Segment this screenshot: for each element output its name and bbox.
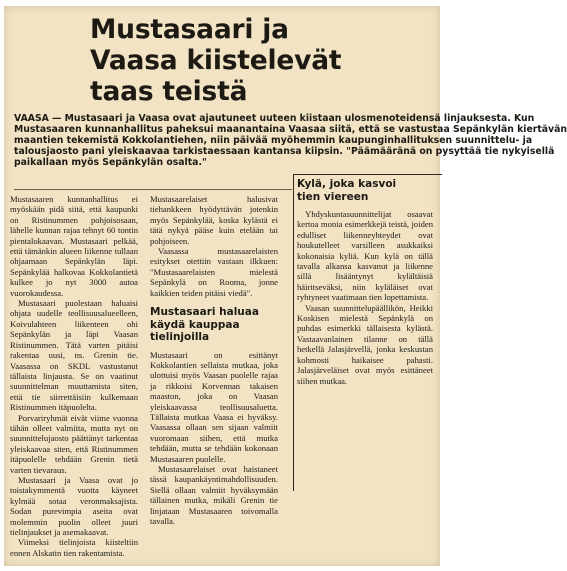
body-paragraph: Yhdyskuntasuunnittelijat osaavat kertoa monia esimerkkejä teistä, joiden edulliset liikenneyhteydet ovat houkutelleet varsilleen asukkaiksi kokonaisia kyliä. Kun kylä on tällä tavalla alkansa kasvanut ja liikenne sillä lisääntynyt kylältäisiä häiritseväksi, niin kyläläiset ovat ryhtyneet vaatimaan tien lopettamista. <box>297 209 433 303</box>
body-paragraph: Mustasaari puolestaan haluaisi ohjata uudelle teollisuusalueelleen, Koivulahteen liikenteen ohi Sepänkylän ja läpi Vaasan Ristinummen. Tätä varten pitäisi rakentaa uusi, ns. Grenin tie. Vaasassa on SKDL vastustanut tällaista linjausta. Se on vaatinut suunnittelman muuttamista siten, että tie siirrettäisiin kulkemaan Ristinummen itäpuolelta. <box>10 298 138 413</box>
body-paragraph: Mustasaari on esittänyt Kokkolantien sellaista mutkaa, joka ulottuisi myös Vaasan puolelle rajaa ja rikkoisi Korvennan takaisen maaston, joka on Vaasan yleiskaavassa teollisuusaluetta. Tällaista mutkaa Vaasa ei hyväksy. Vaasassa ollaan sen sijaan valmiit vuoromaan siihen, että mutka tehdään, mutta se tehdään kokonaan Mustasaaren puolelle. <box>150 349 278 464</box>
lead-line: paikallaan myös Sepänkylän osalta." <box>14 156 207 168</box>
headline-line: Mustasaari ja <box>90 14 289 45</box>
headline <box>90 14 430 107</box>
newspaper-clipping <box>4 6 567 566</box>
body-paragraph: Porvariryhmät eivät viime vuonna tähän olleet valmiita, mutta nyt on suunnittelujaosto päättänyt tarkentaa yleiskaavaa siten, että Ristinummen itäpuolelle tehdään Grenin tietä varten tievaraus. <box>10 412 138 475</box>
body-paragraph: Mustasaarelaiset ovat haistaneet tässä kaupankäyntimahdollisuuden. Siellä ollaan valmiit hyväksymään tällainen mutka, mikäli Grenin tie linjataan Mustasaaren toivomalla tavalla. <box>150 464 278 527</box>
lead-paragraph <box>14 113 567 169</box>
body-paragraph: Viimeksi tielinjoista kiisteltiin ennen Alskatin tien rakentamista. <box>10 537 138 558</box>
column-2 <box>150 194 278 526</box>
headline-line: Vaasa kiistelevät <box>90 45 342 76</box>
lead-line: maantien tekemistä Kokkolantiehen, niin päivää myöhemmin kaupunginhallituksen suunnittelu- ja <box>14 134 533 146</box>
headline-line: taas teistä <box>90 76 248 107</box>
subheading-line: tielinjoilla <box>150 331 210 344</box>
column-1 <box>10 194 138 558</box>
subheading-line: Mustasaari haluaa <box>150 306 259 319</box>
lead-line: VAASA — Mustasaari ja Vaasa ovat ajautuneet uuteen kiistaan ulosmenoteidensä linjauksesta. Kun <box>14 113 535 124</box>
subheading-kyla <box>297 178 433 203</box>
lead-line: Mustasaaren kunnanhallitus paheksui maanantaina Vaasaa siitä, että se vastustaa Sepänkylän kiertävän <box>14 123 567 135</box>
body-paragraph: Mustasaarelaiset halusivat tiehankkeen hyödyttävän jotenkin myös Sepänkylää, koska kylästä ei tätä nykyä pääse kuin etelään tai pohjoiseen. <box>150 194 278 246</box>
body-paragraph: Mustasaari ja Vaasa ovat jo toistakymmentä vuotta käyneet kylmää sotaa veronmaksajista. Sodan purevimpia aseita ovat molemmin puolin olleet juuri tielinjaukset ja asemakaavat. <box>10 474 138 537</box>
body-paragraph: Vaasassa mustasaarelaisten esitykset otettiin vastaan ilkkuen: "Mustasaarelaisten mielestä Sepänkylä on Rooma, jonne kaikkien teiden pitäisi viedä". <box>150 246 278 298</box>
column-3 <box>297 178 433 386</box>
subheading-line: tien viereen <box>297 190 369 203</box>
subheading-line: käydä kauppaa <box>150 318 240 331</box>
subheading-kauppaa <box>150 306 278 344</box>
lead-line: talousjaosto pani yleiskaavaa tarkistaessaan kantansa kiipsin. "Päämääränä on pysyttää tie nykyisellä <box>14 145 555 157</box>
body-paragraph: Mustasaaren kunnanhallitus ei myöskään pidä siitä, että kaupunki on Ristinummen pohjoisosaan, lähelle kunnan rajaa tehnyt 60 tontin pientalokaavan. Mustasaari pelkää, että tämänkin alueen liikenne tullaan ohjaamaan Sepänkylän läpi. Sepänkylää halkovaa Kokkolantietä kulkee jo nyt 3000 autoa vuorokaudessa. <box>10 194 138 298</box>
subheading-line: Kylä, joka kasvoi <box>297 178 397 190</box>
lead-divider <box>14 189 292 190</box>
body-paragraph: Vaasan suunnittelupäällikön, Heikki Koskisen mielestä Sepänkylä on puhdas esimerkki tällaisesta kylästä. Vastaavanlainen tilanne on tällä hetkellä Jalasjärvellä, jonka keskustan kohmosti haikaisee pahasti. Jalasjärveläiset ovat myös esittäneet siihen mutkaa. <box>297 302 433 386</box>
